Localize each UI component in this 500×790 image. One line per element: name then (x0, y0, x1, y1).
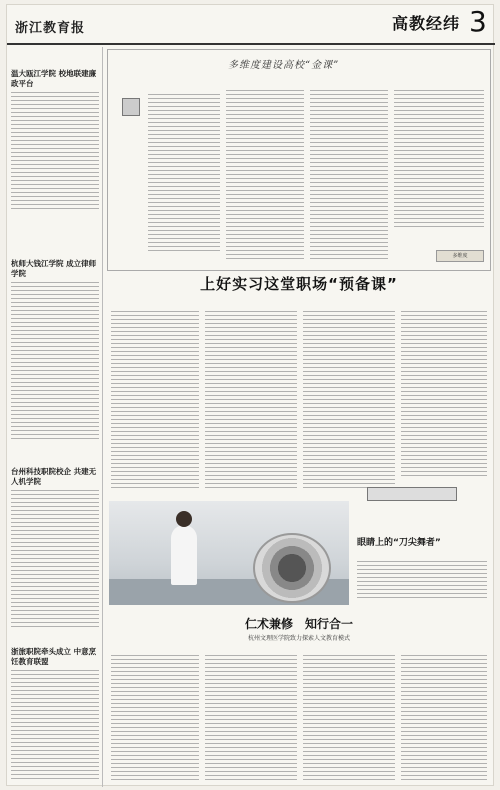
main-text-column (111, 311, 199, 489)
left-column (7, 47, 103, 787)
person-figure (171, 525, 197, 585)
column-tag (367, 487, 457, 501)
page-number: 3 (469, 5, 487, 38)
feature-text-column (394, 90, 484, 230)
feature-title: 多维度建设高校“金课” (228, 60, 340, 71)
main-text-column (401, 311, 487, 479)
feature-text-column (226, 90, 304, 260)
left-story (11, 647, 99, 780)
bottom-subhead: 杭州文理医学院致力探索人文教育模式 (247, 635, 350, 642)
masthead (7, 5, 495, 45)
bottom-text-column (401, 655, 487, 781)
feature-tag: 多维度 (436, 250, 484, 262)
main-headline: 上好实习这堂职场“预备课” (200, 275, 398, 293)
photo-caption-text (357, 561, 487, 601)
left-story-title: 杭师大钱江学院 成立律师学院 (11, 259, 97, 278)
story-text-block (11, 92, 99, 212)
story-text-block (11, 282, 99, 442)
story-text-block (11, 490, 99, 630)
author-photo (122, 98, 140, 116)
story-text-block (11, 670, 99, 780)
photo-caption: 眼睛上的“刀尖舞者” (357, 538, 441, 548)
feature-box (107, 49, 491, 271)
main-text-column (303, 311, 395, 489)
newspaper-logo: 浙江教育报 (15, 21, 86, 36)
feature-text-column (310, 90, 388, 260)
eye-lens-image (253, 533, 331, 603)
left-story (11, 467, 99, 630)
bottom-text-column (111, 655, 199, 781)
main-text-column (205, 311, 297, 489)
left-story (11, 259, 99, 442)
bottom-headline: 仁术兼修 知行合一 (244, 617, 353, 631)
feature-text-column (148, 94, 220, 254)
bottom-text-column (205, 655, 297, 781)
section-title: 高教经纬 (392, 14, 461, 33)
left-story-title: 浙旅职院牵头成立 中意烹饪教育联盟 (11, 647, 97, 666)
left-story-title: 台州科技职院校企 共建无人机学院 (11, 467, 97, 486)
person-head (176, 511, 192, 527)
bottom-text-column (303, 655, 395, 781)
left-story-title: 温大瓯江学院 校地联建廉政平台 (11, 69, 97, 88)
newspaper-page (6, 4, 494, 786)
left-story (11, 69, 99, 212)
